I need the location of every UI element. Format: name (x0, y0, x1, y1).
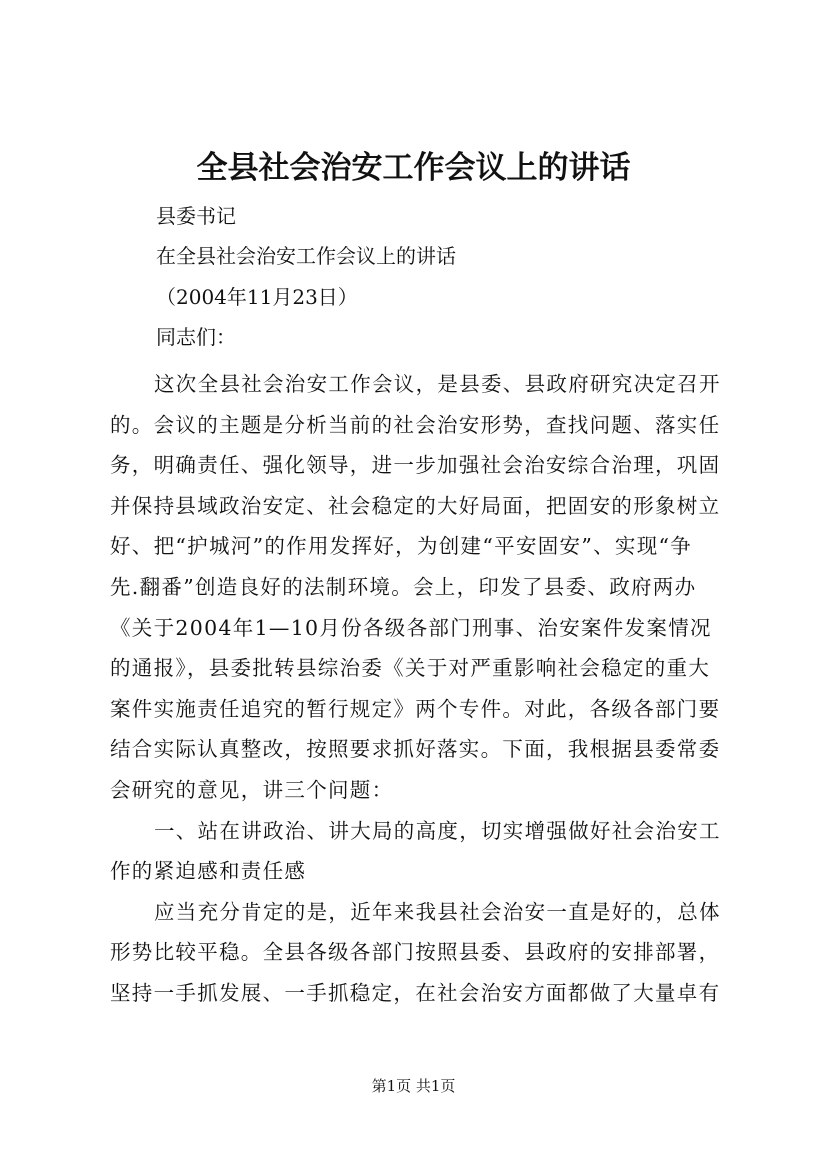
paragraph-line: 好、把“护城河”的作用发挥好，为创建“平安固安”、实现“争 (110, 534, 693, 559)
paragraph-line: 并保持县域政治安定、社会稳定的大好局面，把固安的形象树立 (110, 493, 721, 518)
subtitle-line: 在全县社会治安工作会议上的讲话 (156, 244, 456, 268)
body-text (110, 364, 730, 1014)
paragraph-line: 的。会议的主题是分析当前的社会治安形势，查找问题、落实任 (110, 412, 721, 437)
paragraph-line: 先.翻番”创造良好的法制环境。会上，印发了县委、政府两办 (110, 574, 697, 599)
paragraph-line: 会研究的意见，讲三个问题： (110, 777, 394, 802)
paragraph-line: 应当充分肯定的是，近年来我县社会治安一直是好的，总体 (154, 899, 721, 924)
document-title: 全县社会治安工作会议上的讲话 (196, 150, 631, 186)
section-heading-line: 作的紧迫感和责任感 (110, 859, 307, 884)
author-line: 县委书记 (156, 204, 236, 228)
date-line: （2004年11月23日） (156, 285, 358, 309)
page-footer: 第1页 共1页 (371, 1077, 456, 1095)
section-heading-line: 一、站在讲政治、讲大局的高度，切实增强做好社会治安工 (154, 818, 721, 843)
paragraph-line: 的通报》，县委批转县综治委《关于对严重影响社会稳定的重大 (110, 656, 711, 681)
paragraph-line: 务，明确责任、强化领导，进一步加强社会治安综合治理，巩固 (110, 453, 721, 478)
paragraph-line: 《关于2004年1—10月份各级各部门刑事、治安案件发案情况 (110, 615, 712, 640)
paragraph-line: 形势比较平稳。全县各级各部门按照县委、县政府的安排部署， (110, 940, 721, 965)
paragraph-line: 案件实施责任追究的暂行规定》两个专件。对此，各级各部门要 (110, 696, 721, 721)
greeting-line: 同志们： (156, 325, 236, 349)
paragraph-line: 坚持一手抓发展、一手抓稳定，在社会治安方面都做了大量卓有 (110, 980, 721, 1005)
paragraph-line: 这次全县社会治安工作会议，是县委、县政府研究决定召开 (154, 372, 721, 396)
paragraph-line: 结合实际认真整改，按照要求抓好落实。下面，我根据县委常委 (110, 737, 721, 762)
